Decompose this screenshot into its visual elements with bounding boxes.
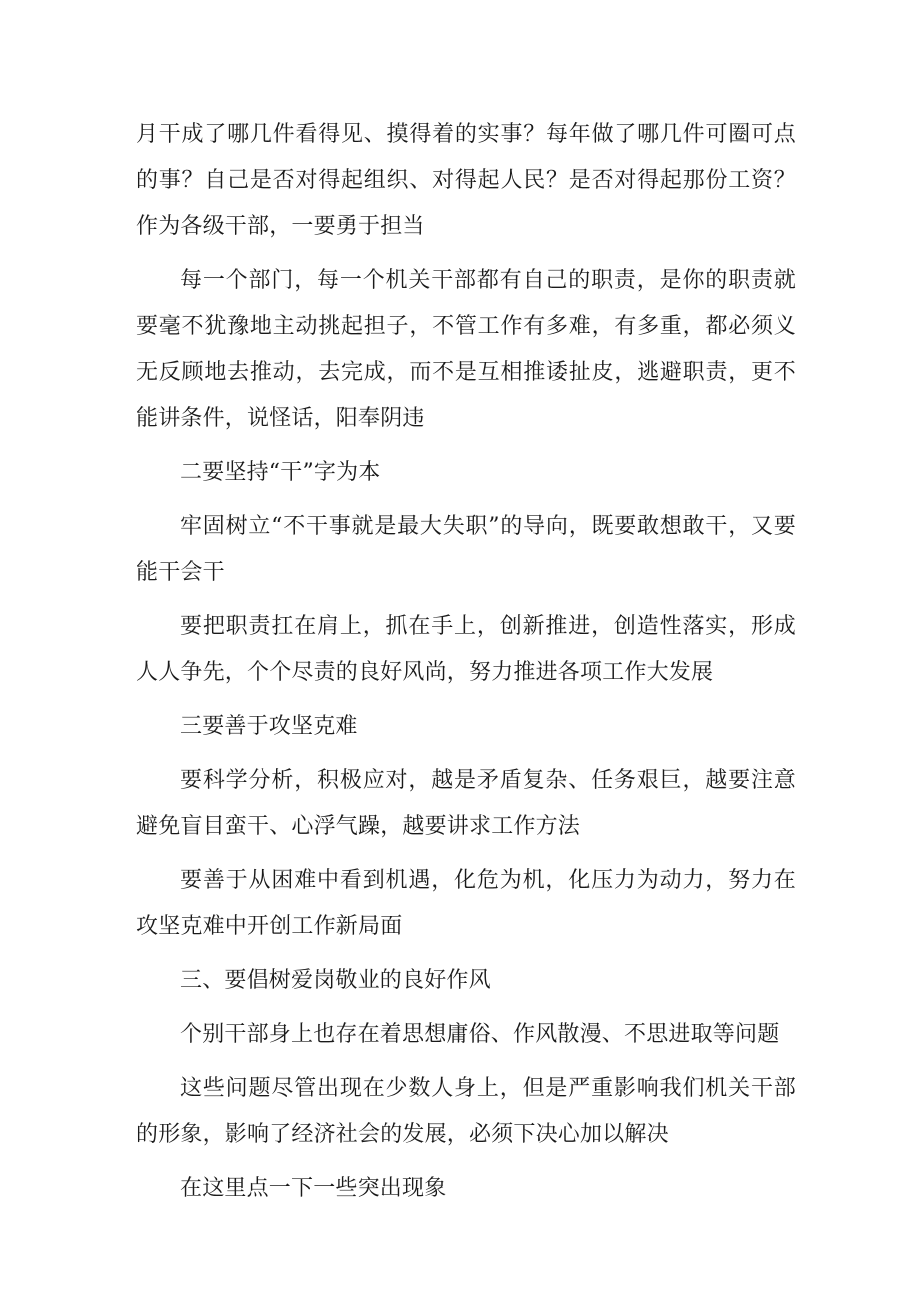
paragraph-9-heading: 三、要倡树爱岗敬业的良好作风 [180, 968, 491, 993]
paragraph-3-heading: 二要坚持“干”字为本 [180, 460, 381, 485]
document-body [136, 112, 796, 1220]
paragraph-8: 要善于从困难中看到机遇，化危为机，化压力为动力，努力在攻坚克难中开创工作新局面 [136, 868, 796, 939]
paragraph-5: 要把职责扛在肩上，抓在手上，创新推进，创造性落实，形成人人争先，个个尽责的良好风尚，努力推进各项工作大发展 [136, 614, 796, 685]
paragraph-6-heading: 三要善于攻坚克难 [180, 714, 358, 739]
paragraph-7: 要科学分析，积极应对，越是矛盾复杂、任务艰巨，越要注意避免盲目蛮干、心浮气躁，越要讲求工作方法 [136, 768, 796, 839]
paragraph-1: 月干成了哪几件看得见、摸得着的实事？每年做了哪几件可圈可点的事？自己是否对得起组织、对得起人民？是否对得起那份工资？作为各级干部，一要勇于担当 [136, 122, 796, 239]
paragraph-4: 牢固树立“不干事就是最大失职”的导向，既要敢想敢干，又要能干会干 [136, 514, 796, 585]
paragraph-2: 每一个部门，每一个机关干部都有自己的职责，是你的职责就要毫不犹豫地主动挑起担子，不管工作有多难，有多重，都必须义无反顾地去推动，去完成，而不是互相推诿扯皮，逃避职责，更不能讲条件，说怪话，阳奉阴违 [136, 268, 796, 431]
paragraph-12: 在这里点一下一些突出现象 [180, 1176, 447, 1201]
paragraph-11: 这些问题尽管出现在少数人身上，但是严重影响我们机关干部的形象，影响了经济社会的发展，必须下决心加以解决 [136, 1076, 796, 1147]
paragraph-10: 个别干部身上也存在着思想庸俗、作风散漫、不思进取等问题 [180, 1022, 780, 1047]
